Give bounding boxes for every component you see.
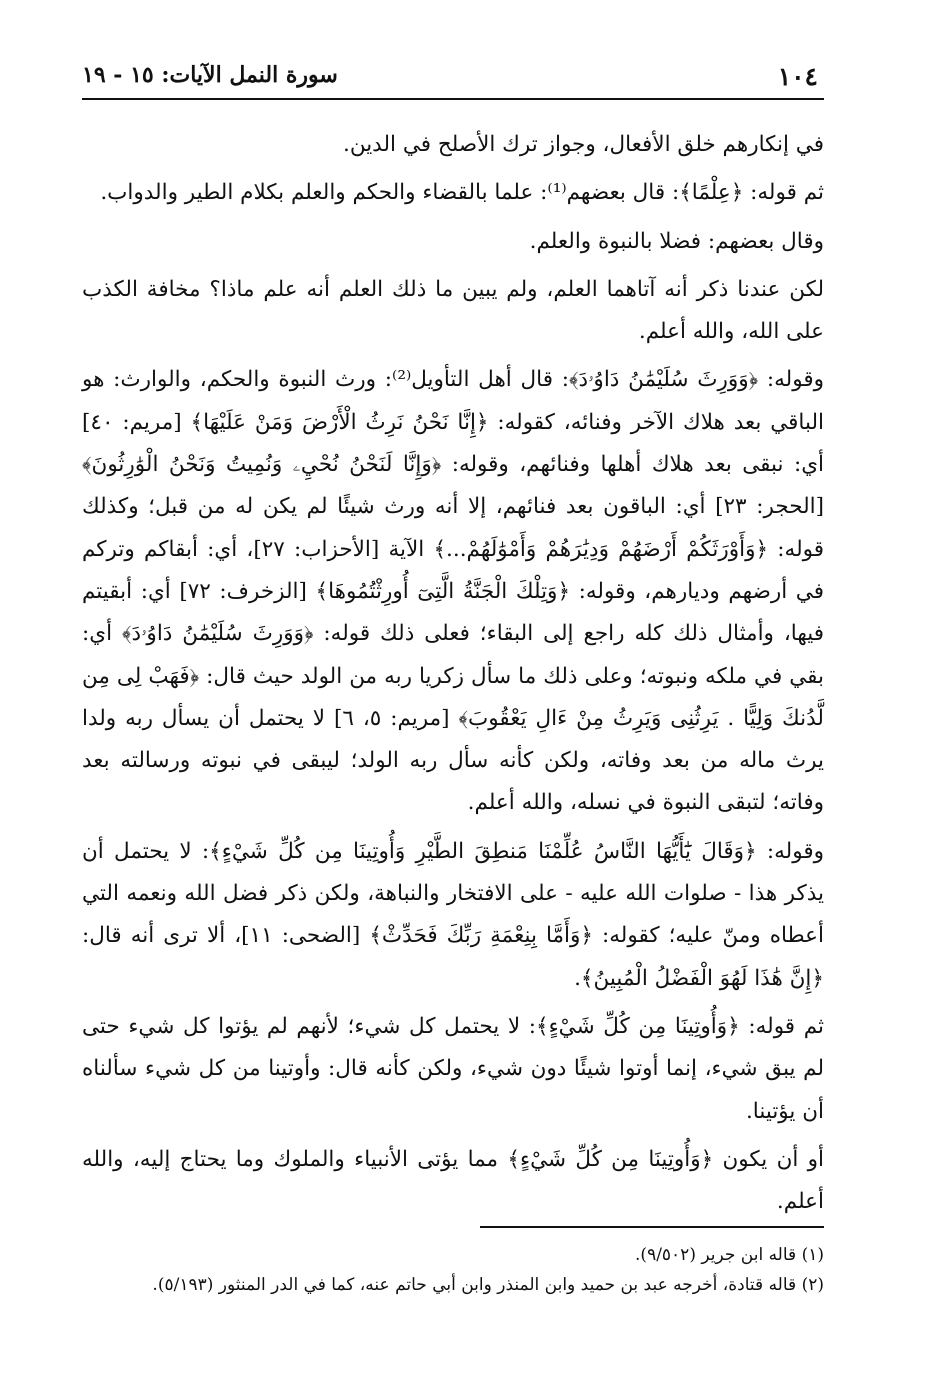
paragraph: في إنكارهم خلق الأفعال، وجواز ترك الأصلح في الدين.: [343, 132, 824, 157]
page-number: ١٠٤: [777, 62, 818, 91]
footnote: (٢) قاله قتادة، أخرجه عبد بن حميد وابن المنذر وابن أبي حاتم عنه، كما في الدر المنثور (٥/١٩٣).: [152, 1275, 824, 1295]
footnote: (١) قاله ابن جرير (٩/٥٠٢).: [635, 1245, 824, 1265]
paragraph: وقوله: ﴿وَوَرِثَ سُلَيْمَٰنُ دَاوُۥدَ﴾: قال أهل التأويل⁽²⁾: ورث النبوة والحكم، والوارث: هو الباقي بعد هلاك الآخر وفنائه، كقوله: ﴿إِنَّا نَحْنُ نَرِثُ الْأَرْضَ وَمَنْ عَلَيْهَا﴾ [مريم: ٤٠] أي: نبقى بعد هلاك أهلها وفنائهم، وقوله: ﴿وَإِنَّا لَنَحْنُ نُحْيِۦ وَنُمِيتُ وَنَحْنُ الْوَٰرِثُونَ﴾ [الحجر: ٢٣] أي: الباقون بعد فنائهم، إلا أنه ورث شيئًا لم يكن له من قبل؛ وكذلك قوله: ﴿وَأَوْرَثَكُمْ أَرْضَهُمْ وَدِيَٰرَهُمْ وَأَمْوَٰلَهُمْ...﴾ الآية [الأحزاب: ٢٧]، أي: أبقاكم وتركم في أرضهم وديارهم، وقوله: ﴿وَتِلْكَ الْجَنَّةُ الَّتِىٓ أُورِثْتُمُوهَا﴾ [الزخرف: ٧٢] أي: أبقيتم فيها، وأمثال ذلك كله راجع إلى البقاء؛ فعلى ذلك قوله: ﴿وَوَرِثَ سُلَيْمَٰنُ دَاوُۥدَ﴾ أي: بقي في ملكه ونبوته؛ وعلى ذلك ما سأل زكريا ربه من الولد حيث قال: ﴿فَهَبْ لِى مِن لَّدُنكَ وَلِيًّا . يَرِثُنِى وَيَرِثُ مِنْ ءَالِ يَعْقُوبَ﴾ [مريم: ٥، ٦] لا يحتمل أن يسأل ربه ولدا يرث ماله من بعد وفاته، ولكن كأنه سأل ربه الولد؛ ليبقى في نبوته ورسالته بعد وفاته؛ لتبقى النبوة في نسله، والله أعلم.: [82, 367, 825, 816]
body-text: [82, 124, 824, 1229]
paragraph: ثم قوله: ﴿وَأُوتِينَا مِن كُلِّ شَيْءٍ﴾: لا يحتمل كل شيء؛ لأنهم لم يؤتوا كل شيء حتى لم يبق شيء، إنما أوتوا شيئًا دون شيء، ولكن كأنه قال: وأوتينا من كل شيء سألناه أن يؤتينا.: [82, 1013, 824, 1124]
footnote-divider: [480, 1226, 824, 1228]
paragraph: لكن عندنا ذكر أنه آتاهما العلم، ولم يبين ما ذلك العلم أنه علم ماذا؟ مخافة الكذب على الله، والله أعلم.: [82, 276, 824, 345]
paragraph: وقال بعضهم: فضلا بالنبوة والعلم.: [529, 228, 824, 254]
running-title: سورة النمل الآيات: ١٥ - ١٩: [82, 62, 338, 88]
paragraph: أو أن يكون ﴿وَأُوتِينَا مِن كُلِّ شَيْءٍ﴾ مما يؤتى الأنبياء والملوك وما يحتاج إليه، والله أعلم.: [82, 1146, 824, 1215]
paragraph: ثم قوله: ﴿عِلْمًا﴾: قال بعضهم⁽¹⁾: علما بالقضاء والحكم والعلم بكلام الطير والدواب.: [100, 180, 824, 206]
paragraph: وقوله: ﴿وَقَالَ يَٰٓأَيُّهَا النَّاسُ عُلِّمْنَا مَنطِقَ الطَّيْرِ وَأُوتِينَا مِن كُلِّ شَيْءٍ﴾: لا يحتمل أن يذكر هذا - صلوات الله عليه - على الافتخار والنباهة، ولكن ذكر فضل الله ونعمه التي أعطاه ومنّ عليه؛ كقوله: ﴿وَأَمَّا بِنِعْمَةِ رَبِّكَ فَحَدِّثْ﴾ [الضحى: ١١]، ألا ترى أنه قال: ﴿إِنَّ هَٰذَا لَهُوَ الْفَضْلُ الْمُبِينُ﴾.: [82, 838, 824, 991]
footnotes: [82, 1240, 824, 1300]
page-header: [82, 58, 824, 100]
